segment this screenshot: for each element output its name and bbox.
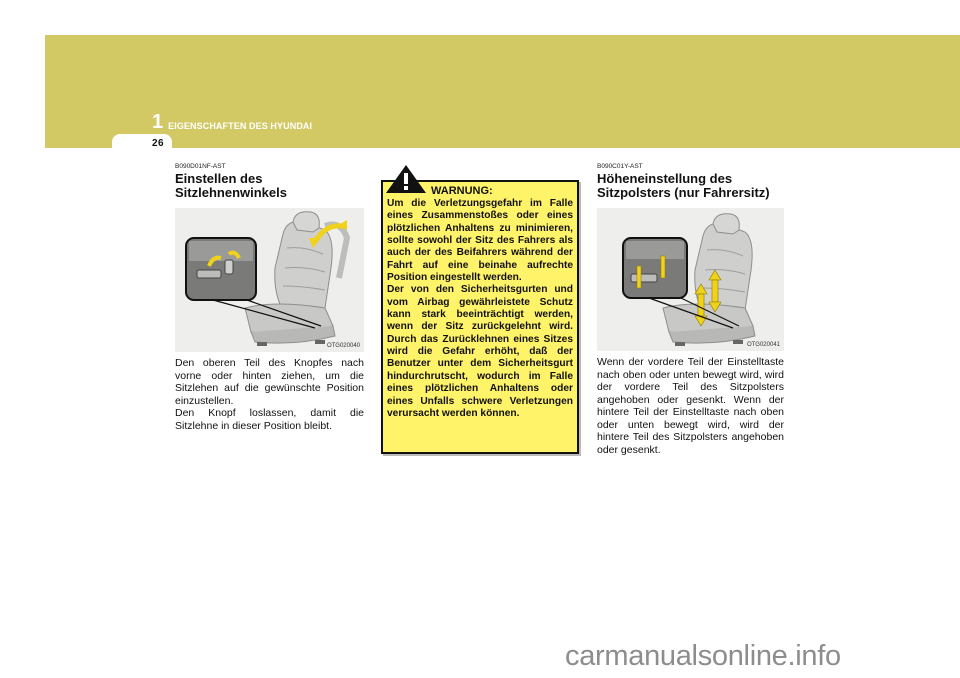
figure-id: OTG020040 bbox=[326, 343, 360, 349]
section-cushion-height bbox=[597, 163, 784, 456]
section-seatback-angle bbox=[175, 163, 364, 432]
section-title-line: Sitzpolsters (nur Fahrersitz) bbox=[597, 185, 770, 200]
seat-illustration-icon bbox=[175, 208, 364, 352]
section-code: B090C01Y-AST bbox=[597, 163, 643, 170]
section-title-line: Einstellen des bbox=[175, 171, 263, 186]
warning-text: Um die Verletzungsgefahr im Falle eines Zusammenstoßes oder eines plötzlichen Anhaltens zu minimieren, sollte sowohl der Sitz des Fahrers als auch der des Beifahrers während der Fahrt auf eine beinahe aufrechte Position eingestellt werden. bbox=[387, 198, 573, 284]
page-number: 26 bbox=[152, 138, 165, 149]
seat-illustration-icon bbox=[597, 208, 784, 351]
section-title-line: Höheneinstellung des bbox=[597, 171, 733, 186]
section-code: B090D01NF-AST bbox=[175, 163, 226, 170]
warning-triangle-icon bbox=[386, 165, 426, 193]
section-body: Wenn der vordere Teil der Einstelltaste nach oben oder unten bewegt wird, wird der vordere Teil des Sitzpolsters angehoben oder gesenkt. Wenn der hintere Teil der Einstelltaste nach oben oder unten bewegt wird, wird der hintere Teil des Sitzpolsters angehoben oder gesenkt. bbox=[597, 356, 784, 456]
warning-title: WARNUNG: bbox=[431, 185, 493, 197]
warning-text: Der von den Sicherheitsgurten und vom Airbag gewährleistete Schutz kann stark beeinträchtigt werden, wenn der Sitz zurückgelehnt wird. Durch das Zurücklehnen eines Sitzes wird die Gefahr erhöht, daß der Benutzer unter dem Sicherheitsgurt hindurchrutscht, wodurch im Falle eines plötzlichen Anhaltens oder eines Unfalls schwere Verletzungen verursacht werden können. bbox=[387, 284, 573, 419]
seat-recline-figure bbox=[175, 208, 364, 352]
section-title bbox=[175, 172, 364, 200]
chapter-title: EIGENSCHAFTEN DES HYUNDAI bbox=[168, 121, 313, 131]
section-title-line: Sitzlehnenwinkels bbox=[175, 185, 287, 200]
warning-box bbox=[381, 180, 579, 454]
body-paragraph: Den oberen Teil des Knopfes nach vorne oder hinten ziehen, um die Sitzlehen auf die gewünschte Position einzustellen. bbox=[175, 357, 364, 407]
figure-id: OTG020041 bbox=[746, 342, 780, 348]
body-paragraph: Den Knopf loslassen, damit die Sitzlehne in dieser Position bleibt. bbox=[175, 407, 364, 432]
chapter-number: 1 bbox=[152, 111, 164, 133]
watermark: carmanualsonline.info bbox=[565, 640, 841, 672]
section-body bbox=[175, 357, 364, 432]
seat-height-figure bbox=[597, 208, 784, 351]
section-title bbox=[597, 172, 784, 200]
chapter-heading bbox=[152, 112, 312, 132]
